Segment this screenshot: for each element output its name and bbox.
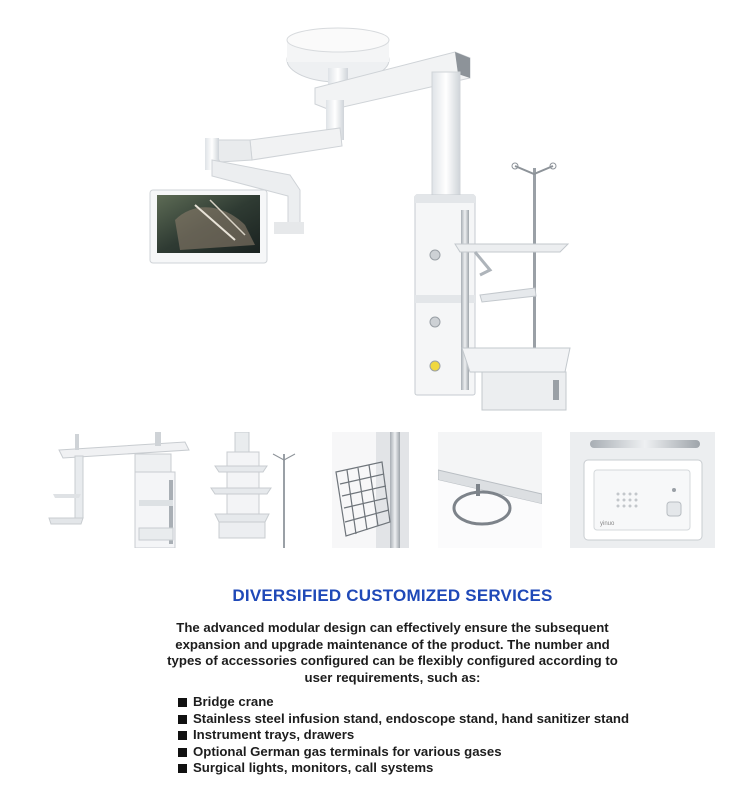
wire-basket-icon — [332, 432, 409, 548]
bridge-crane-thumbnail — [45, 432, 195, 548]
feature-list — [177, 694, 629, 777]
feature-label: Stainless steel infusion stand, endoscope stand, hand sanitizer stand — [193, 710, 630, 726]
wire-basket-thumbnail — [332, 432, 409, 548]
feature-label: Surgical lights, monitors, call systems — [193, 760, 434, 775]
feature-label: Optional German gas terminals for various gases — [193, 743, 502, 759]
accessory-thumbnails — [0, 432, 750, 552]
call-system-panel-icon — [570, 432, 715, 548]
ring-holder-icon — [438, 432, 542, 548]
square-bullet-icon — [178, 748, 187, 757]
feature-item — [177, 760, 629, 777]
feature-item — [177, 744, 629, 761]
pendant-tower-thumbnail — [205, 432, 305, 548]
call-system-thumbnail — [570, 432, 715, 548]
bridge-crane-icon — [45, 432, 195, 548]
square-bullet-icon — [178, 715, 187, 724]
section-headline: DIVERSIFIED CUSTOMIZED SERVICES — [232, 586, 553, 605]
square-bullet-icon — [178, 698, 187, 707]
square-bullet-icon — [178, 764, 187, 773]
feature-item — [177, 694, 629, 711]
section-description: The advanced modular design can effectively ensure the subsequent expansion and upgrade maintenance of the product. The number and types of accessories configured can be flexibly configured according to user requirements, such as: — [167, 620, 618, 685]
feature-label: Bridge crane — [193, 694, 274, 709]
pendant-tower-icon — [205, 432, 305, 548]
feature-item — [177, 711, 629, 728]
panel-brand-text: yinuo — [600, 521, 615, 527]
feature-item — [177, 727, 629, 744]
square-bullet-icon — [178, 731, 187, 740]
feature-label: Instrument trays, drawers — [193, 727, 355, 742]
ring-holder-thumbnail — [438, 432, 542, 548]
